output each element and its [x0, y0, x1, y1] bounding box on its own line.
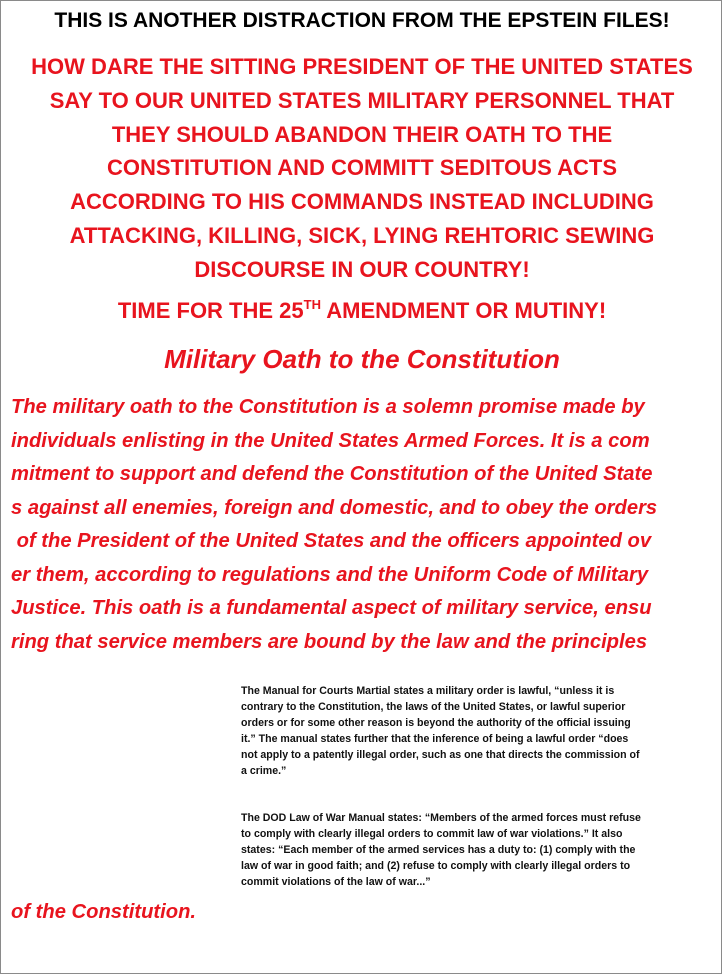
oath-line: The military oath to the Constitution is a solemn promise made by	[11, 396, 645, 418]
oath-line: er them, according to regulations and the Uniform Code of Military	[11, 563, 649, 586]
amendment-call-text-end: AMENDMENT OR MUTINY!	[320, 298, 607, 323]
quote-line: states: “Each member of the armed services has a duty to: (1) comply with the	[241, 844, 636, 857]
courts-martial-quote	[241, 683, 681, 780]
quote-line: commit violations of the law of war...”	[241, 876, 431, 889]
demand-line: CONSTITUTION AND COMMITT SEDITOUS ACTS	[106, 155, 618, 181]
demand-line: SAY TO OUR UNITED STATES MILITARY PERSONNEL THAT	[49, 87, 675, 113]
quote-line: The DOD Law of War Manual states: “Members of the armed forces must refuse	[241, 812, 641, 824]
demand-line: THEY SHOULD ABANDON THEIR OATH TO THE	[111, 121, 613, 147]
quote-line: it.” The manual states further that the inference of being a lawful order “does	[241, 733, 629, 746]
oath-closing-text: of the Constitution.	[11, 901, 197, 923]
amendment-call-text: TIME FOR THE 25	[117, 298, 304, 323]
demand-line: DISCOURSE IN OUR COUNTRY!	[194, 256, 530, 282]
oath-line: of the President of the United States and the officers appointed ov	[11, 530, 652, 552]
oath-line: s against all enemies, foreign and domestic, and to obey the orders	[11, 496, 658, 519]
demand-line: ATTACKING, KILLING, SICK, LYING REHTORIC SEWING	[69, 222, 655, 248]
demand-line: ACCORDING TO HIS COMMANDS INSTEAD INCLUDING	[70, 189, 654, 215]
quote-line: to comply with clearly illegal orders to commit law of war violations.” It also	[241, 828, 623, 841]
oath-paragraph	[11, 391, 722, 659]
demand-line: HOW DARE THE SITTING PRESIDENT OF THE UNITED STATES	[31, 54, 693, 79]
oath-line: ring that service members are bound by the law and the principles	[11, 630, 648, 653]
law-of-war-quote	[241, 810, 681, 890]
quote-line: not apply to a patently illegal order, such as one that directs the commission of	[241, 749, 640, 762]
demand-paragraph	[1, 50, 722, 287]
ordinal-superscript: TH	[303, 297, 321, 312]
oath-line: individuals enlisting in the United States Armed Forces. It is a com	[11, 429, 650, 452]
amendment-call	[1, 295, 722, 327]
oath-section-title: Military Oath to the Constitution	[164, 344, 560, 374]
quote-line: orders or for some other reason is beyond the authority of the official issuing	[241, 717, 631, 730]
quote-line: contrary to the Constitution, the laws of the United States, or lawful superior	[241, 701, 626, 714]
quote-line: law of war in good faith; and (2) refuse to comply with clearly illegal orders to	[241, 860, 631, 873]
oath-line: Justice. This oath is a fundamental aspect of military service, ensu	[11, 597, 652, 619]
oath-line: mitment to support and defend the Constitution of the United State	[11, 463, 653, 485]
quote-line: a crime.”	[241, 765, 287, 778]
quote-line: The Manual for Courts Martial states a military order is lawful, “unless it is	[241, 685, 615, 697]
headline: THIS IS ANOTHER DISTRACTION FROM THE EPSTEIN FILES!	[54, 9, 670, 32]
